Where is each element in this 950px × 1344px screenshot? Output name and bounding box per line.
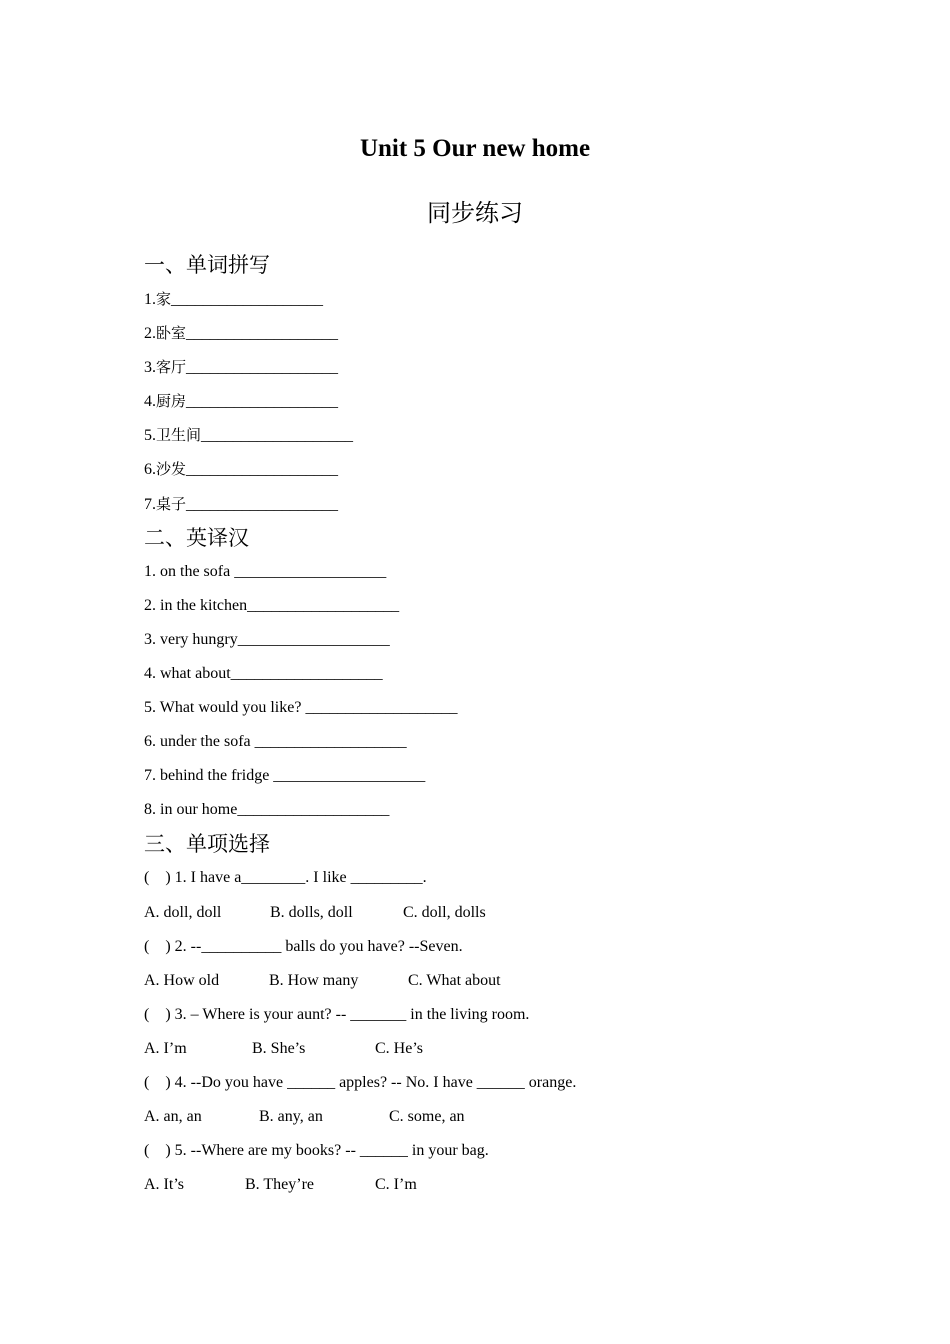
question-stem[interactable]: ( ) 4. --Do you have ______ apples? -- No. I have ______ orange. (144, 1073, 577, 1091)
section-heading-translation: 二、英译汉 (144, 525, 249, 550)
section-heading-spelling: 一、单词拼写 (144, 253, 270, 277)
question-stem[interactable]: ( ) 3. – Where is your aunt? -- _______ in the living room. (144, 1005, 530, 1023)
option-a: A. It’s (144, 1176, 184, 1194)
answer-options (144, 896, 844, 930)
spelling-item: 7.桌子___________________ (144, 494, 339, 513)
option-b: B. dolls, doll (270, 903, 353, 921)
translation-item[interactable]: 6. under the sofa ___________________ (144, 733, 407, 751)
translation-item[interactable]: 2. in the kitchen___________________ (144, 596, 400, 614)
option-a: A. How old (144, 971, 220, 989)
translation-item[interactable]: 1. on the sofa ___________________ (144, 562, 387, 580)
option-a: A. doll, doll (144, 903, 222, 921)
answer-blank[interactable]: ___________________ (186, 393, 339, 411)
worksheet-content (144, 248, 844, 1202)
answer-options (144, 1168, 844, 1202)
answer-options (144, 1100, 844, 1134)
option-b: B. any, an (259, 1108, 323, 1126)
option-a: A. an, an (144, 1108, 202, 1126)
page-subtitle: 同步练习 (427, 199, 523, 227)
spelling-item: 4.厨房___________________ (144, 392, 339, 411)
spelling-item: 3.客厅___________________ (144, 358, 339, 377)
translation-item[interactable]: 4. what about___________________ (144, 664, 383, 682)
answer-blank[interactable]: ___________________ (171, 291, 324, 308)
translation-item[interactable]: 7. behind the fridge ___________________ (144, 767, 426, 785)
question-stem[interactable]: ( ) 5. --Where are my books? -- ______ in your bag. (144, 1142, 489, 1160)
spelling-item: 6.沙发___________________ (144, 460, 339, 479)
translation-item[interactable]: 8. in our home___________________ (144, 801, 390, 819)
answer-options (144, 964, 844, 998)
translation-item[interactable]: 5. What would you like? ___________________ (144, 699, 458, 717)
option-b: B. They’re (245, 1176, 315, 1194)
answer-blank[interactable]: ___________________ (186, 461, 339, 479)
answer-blank[interactable]: ___________________ (186, 495, 339, 513)
spelling-item: 5.卫生间___________________ (144, 426, 354, 445)
answer-options (144, 1032, 844, 1066)
option-b: B. How many (269, 971, 359, 989)
answer-blank[interactable]: ___________________ (201, 427, 354, 445)
page-title: Unit 5 Our new home (359, 135, 591, 162)
spelling-item: 1.家___________________ (144, 290, 324, 308)
option-c: C. doll, dolls (403, 903, 486, 921)
answer-blank[interactable]: ___________________ (186, 359, 339, 377)
option-c: C. What about (408, 971, 501, 989)
section-heading-multiple-choice: 三、单项选择 (144, 832, 270, 857)
option-b: B. She’s (252, 1039, 306, 1057)
spelling-item: 2.卧室___________________ (144, 324, 339, 343)
answer-blank[interactable]: ___________________ (186, 325, 339, 343)
option-c: C. He’s (375, 1039, 423, 1057)
translation-item[interactable]: 3. very hungry___________________ (144, 630, 390, 648)
option-c: C. I’m (375, 1176, 417, 1194)
question-stem[interactable]: ( ) 1. I have a________. I like _________. (144, 869, 427, 887)
option-c: C. some, an (389, 1108, 465, 1126)
question-stem[interactable]: ( ) 2. --__________ balls do you have? --Seven. (144, 937, 463, 955)
option-a: A. I’m (144, 1039, 187, 1057)
